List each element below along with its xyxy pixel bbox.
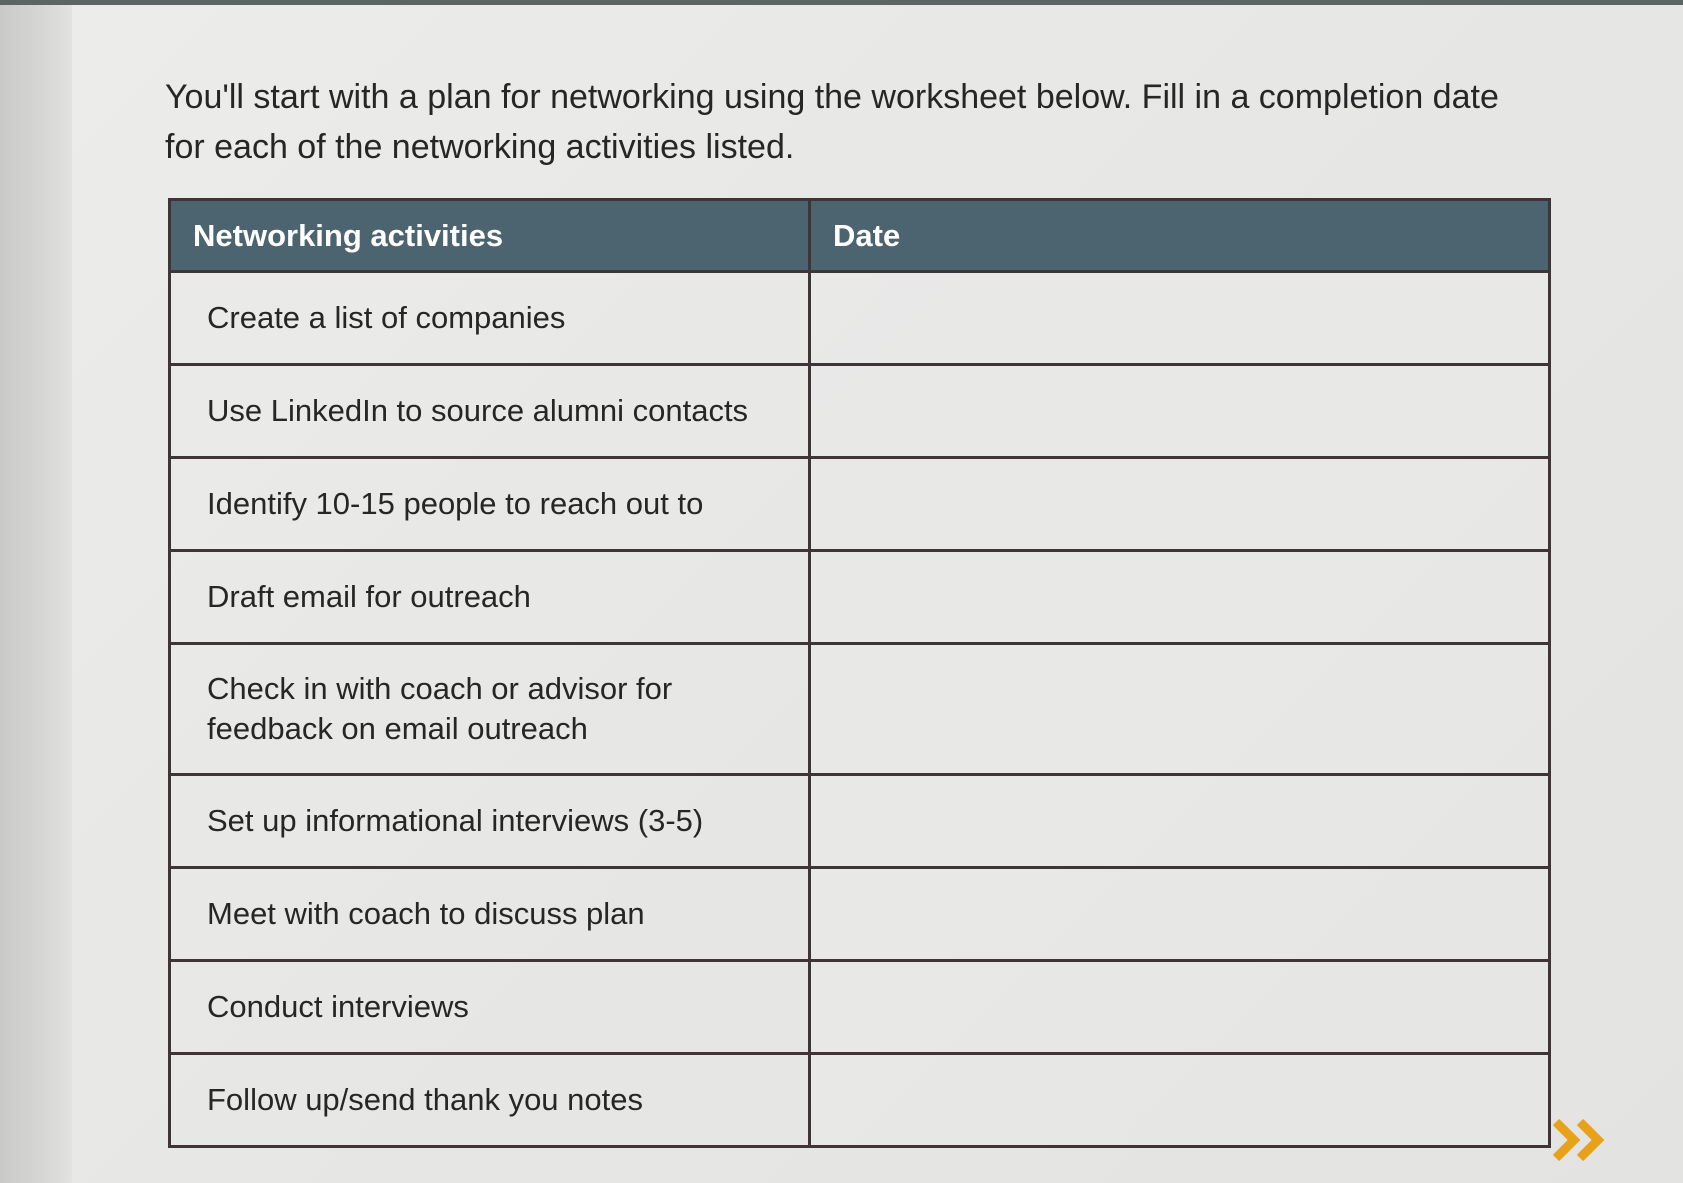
date-cell[interactable]: [810, 868, 1550, 961]
left-margin: [0, 5, 72, 1183]
activity-cell: Conduct interviews: [170, 961, 810, 1054]
activity-cell: Use LinkedIn to source alumni contacts: [170, 365, 810, 458]
activity-cell: Set up informational interviews (3-5): [170, 775, 810, 868]
activity-cell: Check in with coach or advisor for feedback on email outreach: [170, 644, 810, 775]
table-row: [170, 272, 1550, 365]
header-networking-activities: Networking activities: [170, 200, 810, 272]
date-cell[interactable]: [810, 272, 1550, 365]
date-cell[interactable]: [810, 365, 1550, 458]
date-cell[interactable]: [810, 551, 1550, 644]
activity-cell: Meet with coach to discuss plan: [170, 868, 810, 961]
header-date: Date: [810, 200, 1550, 272]
table-row: [170, 365, 1550, 458]
instructions-text: You'll start with a plan for networking using the worksheet below. Fill in a completion date for each of the networking activities listed.: [165, 78, 1499, 166]
table-header-row: [170, 200, 1550, 272]
table-row: [170, 775, 1550, 868]
date-cell[interactable]: [810, 1054, 1550, 1147]
table-row: [170, 868, 1550, 961]
next-page-button[interactable]: [1548, 1110, 1618, 1170]
activity-cell: Follow up/send thank you notes: [170, 1054, 810, 1147]
date-cell[interactable]: [810, 644, 1550, 775]
activity-cell: Draft email for outreach: [170, 551, 810, 644]
table-row: [170, 551, 1550, 644]
table-row: [170, 1054, 1550, 1147]
networking-worksheet-table: [168, 198, 1551, 1148]
table-row: [170, 961, 1550, 1054]
date-cell[interactable]: [810, 775, 1550, 868]
table-row: [170, 644, 1550, 775]
date-cell[interactable]: [810, 458, 1550, 551]
table-row: [170, 458, 1550, 551]
activity-cell: Identify 10-15 people to reach out to: [170, 458, 810, 551]
date-cell[interactable]: [810, 961, 1550, 1054]
double-chevron-right-icon: [1548, 1110, 1618, 1170]
activity-cell: Create a list of companies: [170, 272, 810, 365]
